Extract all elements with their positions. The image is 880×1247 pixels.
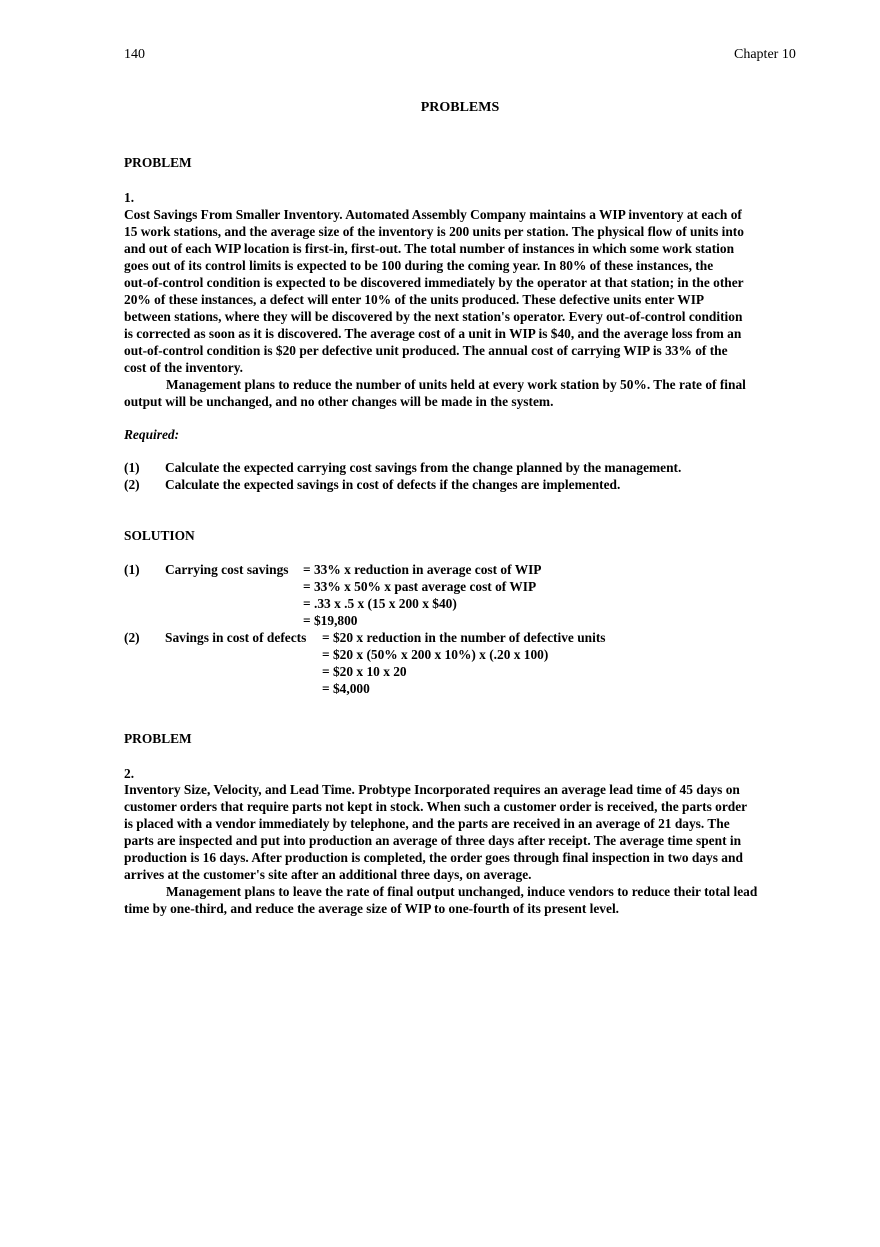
equation-line: = $20 x (50% x 200 x 10%) x (.20 x 100): [322, 647, 549, 662]
text-line: Management plans to leave the rate of final output unchanged, induce vendors to reduce their total lead: [166, 884, 758, 899]
text-line: is placed with a vendor immediately by telephone, and the parts are received in an average of 21 days. The: [124, 816, 730, 831]
text-line: Cost Savings From Smaller Inventory. Automated Assembly Company maintains a WIP inventory at each of: [124, 207, 742, 222]
required-number: (1): [124, 460, 140, 475]
text-line: arrives at the customer's site after an additional three days, on average.: [124, 867, 532, 882]
text-line: time by one-third, and reduce the average size of WIP to one-fourth of its present level.: [124, 901, 620, 916]
problem-1-number: 1.: [124, 190, 135, 205]
required-label: Required:: [124, 427, 180, 442]
solution-heading: SOLUTION: [124, 528, 195, 543]
problem-1-text: [124, 206, 796, 410]
solution-part-number: (2): [124, 630, 140, 645]
equation-line: = 33% x 50% x past average cost of WIP: [303, 579, 537, 594]
equation-line: = .33 x .5 x (15 x 200 x $40): [303, 596, 457, 611]
text-line: production is 16 days. After production is completed, the order goes through final inspection in two days and: [124, 850, 743, 865]
text-line: and out of each WIP location is first-in, first-out. The total number of instances in which some work station: [124, 241, 735, 256]
solution-part-label: Savings in cost of defects: [165, 630, 307, 645]
text-line: parts are inspected and put into production an average of three days after receipt. The average time spent in: [124, 833, 742, 848]
equation-line: = $4,000: [322, 681, 370, 696]
solution-part-label: Carrying cost savings: [165, 562, 289, 577]
chapter-label: Chapter 10: [734, 47, 796, 62]
text-line: 15 work stations, and the average size of the inventory is 200 units per station. The physical flow of units into: [124, 224, 744, 239]
text-line: goes out of its control limits is expected to be 100 during the coming year. In 80% of these instances, the: [124, 258, 714, 273]
required-text: Calculate the expected carrying cost savings from the change planned by the management.: [165, 460, 682, 475]
problem-2-text: [124, 781, 796, 917]
text-line: 20% of these instances, a defect will enter 10% of the units produced. These defective units enter WIP: [124, 292, 705, 307]
page-number: 140: [124, 47, 145, 62]
equation-line: = $19,800: [303, 613, 358, 628]
equation-line: = $20 x reduction in the number of defective units: [322, 630, 606, 645]
equation-line: = $20 x 10 x 20: [322, 664, 407, 679]
page-title: PROBLEMS: [420, 100, 500, 115]
text-line: between stations, where they will be discovered by the next station's operator. Every out-of-control condition: [124, 309, 743, 324]
problem-1-heading: PROBLEM: [124, 155, 192, 170]
text-line: out-of-control condition is $20 per defective unit produced. The annual cost of carrying WIP is 33% of the: [124, 343, 728, 358]
problem-2-number: 2.: [124, 766, 135, 781]
required-text: Calculate the expected savings in cost of defects if the changes are implemented.: [165, 477, 621, 492]
text-line: Management plans to reduce the number of units held at every work station by 50%. The rate of final: [166, 377, 746, 392]
text-line: customer orders that require parts not kept in stock. When such a customer order is received, the parts order: [124, 799, 748, 814]
text-line: cost of the inventory.: [124, 360, 244, 375]
text-line: out-of-control condition is expected to be discovered immediately by the operator at that station; in the other: [124, 275, 744, 290]
required-number: (2): [124, 477, 140, 492]
text-line: Inventory Size, Velocity, and Lead Time. Probtype Incorporated requires an average lead time of 45 days on: [124, 782, 740, 797]
problem-2-heading: PROBLEM: [124, 731, 192, 746]
text-line: is corrected as soon as it is discovered. The average cost of a unit in WIP is $40, and the average loss from an: [124, 326, 742, 341]
solution-part-number: (1): [124, 562, 140, 577]
text-line: output will be unchanged, and no other changes will be made in the system.: [124, 394, 554, 409]
equation-line: = 33% x reduction in average cost of WIP: [303, 562, 542, 577]
